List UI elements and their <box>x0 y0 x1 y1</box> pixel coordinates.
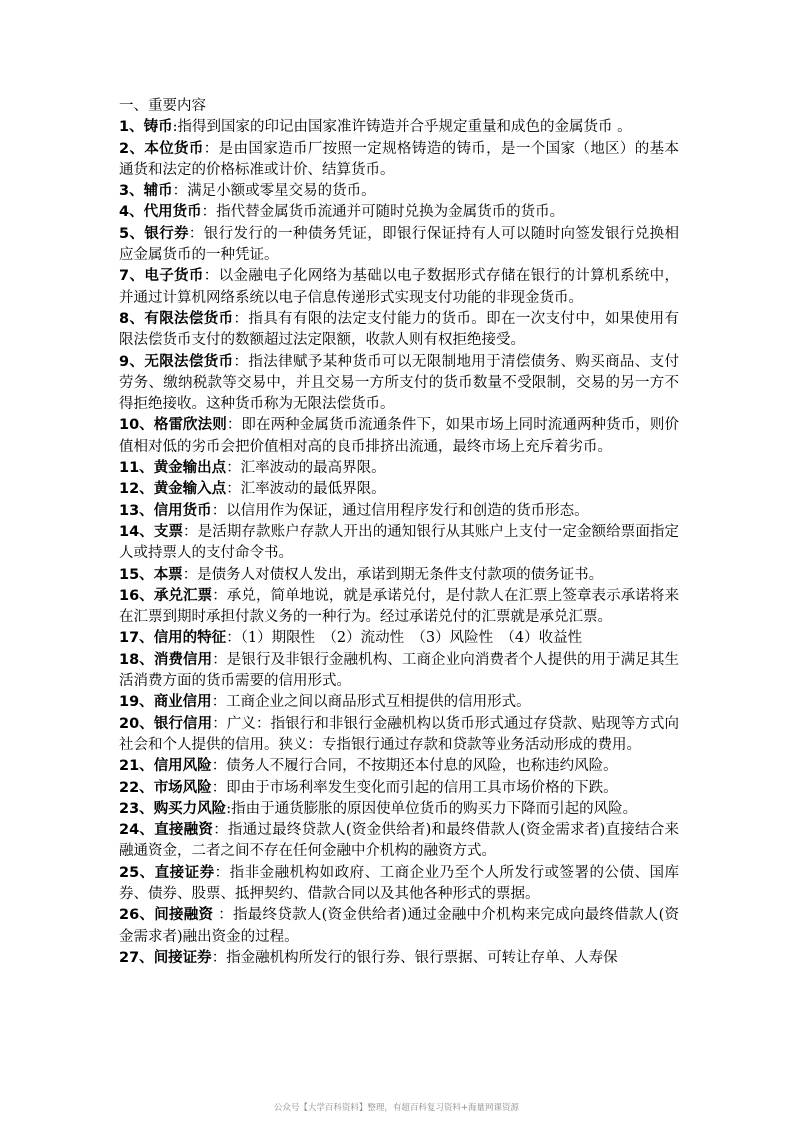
definition-item <box>119 586 679 629</box>
section-heading: 一、重要内容 <box>119 98 206 114</box>
definition-item <box>119 458 679 479</box>
definition-list <box>119 117 679 969</box>
item-definition: ：是活期存款账户存款人开出的通知银行从其账户上支付一定金额给票面指定人或持票人的支付命令书。 <box>119 523 679 562</box>
item-term: 购买力风险 <box>153 800 227 817</box>
item-number: 12、 <box>119 481 154 498</box>
item-number: 26、 <box>119 907 155 924</box>
item-number: 24、 <box>119 822 155 839</box>
definition-item <box>119 905 679 948</box>
item-number: 5、 <box>119 225 145 242</box>
item-term: 消费信用 <box>153 651 213 668</box>
item-definition: ：承兑，简单地说，就是承诺兑付，是付款人在汇票上签章表示承诺将来在汇票到期时承担付款义务的一种行为。经过承诺兑付的汇票就是承兑汇票。 <box>119 587 679 626</box>
definition-item <box>119 224 679 267</box>
definition-item <box>119 799 679 820</box>
item-number: 19、 <box>119 694 154 711</box>
item-term: 直接证券 <box>154 864 215 881</box>
definition-item <box>119 415 679 458</box>
item-number: 9、 <box>119 353 145 370</box>
item-term: 信用风险 <box>153 758 212 775</box>
item-term: 承兑汇票 <box>153 587 213 604</box>
item-term: 电子货币 <box>144 268 204 285</box>
definition-item <box>119 479 679 500</box>
item-definition: ：即在两种金属货币流通条件下，如果市场上同时流通两种货币，则价值相对低的劣币会把价值相对高的良币排挤出流通，最终市场上充斥着劣币。 <box>119 417 679 455</box>
definition-item <box>119 266 679 309</box>
item-definition: ：即由于市场利率发生变化而引起的信用工具市场价格的下跌。 <box>211 779 618 796</box>
item-term: 银行券 <box>144 225 189 242</box>
item-definition: ：是由国家造币厂按照一定规格铸造的铸币，是一个国家（地区）的基本通货和法定的价格标准或计价、结算货币。 <box>119 140 680 178</box>
definition-item <box>119 863 679 906</box>
item-definition: ：指金融机构所发行的银行券、银行票据、可转让存单、人寿保 <box>211 949 618 966</box>
definition-item <box>119 139 679 182</box>
item-definition: :指得到国家的印记由国家准许铸造并合乎规定重量和成色的金属货币 。 <box>172 119 632 136</box>
item-definition: :指由于通货膨胀的原因使单位货币的购买力下降而引起的风险。 <box>226 800 638 817</box>
item-term: 信用的特征 <box>153 630 227 647</box>
item-number: 20、 <box>119 715 154 732</box>
item-term: 辅币 <box>143 183 173 200</box>
item-number: 3、 <box>119 183 144 200</box>
definition-item <box>119 202 679 223</box>
definition-item <box>119 756 679 777</box>
item-definition: ：是银行及非银行金融机构、工商企业向消费者个人提供的用于满足其生活消费方面的货币需要的信用形式。 <box>119 651 679 690</box>
definition-item <box>119 820 679 863</box>
item-definition: ：汇率波动的最高界限。 <box>226 460 386 477</box>
item-definition: ：指非金融机构如政府、工商企业乃至个人所发行或签署的公债、国库券、债券、股票、抵押契约、借款合同以及其他各种形式的票据。 <box>119 864 679 902</box>
definition-item <box>119 692 679 713</box>
item-number: 21、 <box>119 758 154 775</box>
item-term: 银行信用 <box>153 715 213 732</box>
item-definition: ：广义：指银行和非银行金融机构以货币形式通过存贷款、贴现等方式向社会和个人提供的信用。狭义：专指银行通过存款和贷款等业务活动形成的费用。 <box>119 715 679 753</box>
item-definition: ：是债务人对债权人发出，承诺到期无条件支付款项的债务证书。 <box>182 566 604 583</box>
definition-item <box>119 117 679 138</box>
item-number: 8、 <box>119 310 145 327</box>
item-term: 支票 <box>153 523 184 540</box>
item-definition: ：指具有有限的法定支付能力的货币。即在一次支付中，如果使用有限法偿货币支付的数额超过法定限额，收款人则有权拒绝接受。 <box>119 310 680 349</box>
item-number: 23、 <box>119 800 154 817</box>
definition-item <box>119 352 679 416</box>
item-number: 18、 <box>119 651 154 668</box>
item-number: 15、 <box>119 566 154 583</box>
definition-item <box>119 650 679 693</box>
item-term: 本票 <box>153 566 183 583</box>
item-definition: ：以金融电子化网络为基础以电子数据形式存储在银行的计算机系统中，并通过计算机网络系统以电子信息传递形式实现支付功能的非现金货币。 <box>119 268 680 306</box>
item-definition: ：债务人不履行合同，不按期还本付息的风险，也称违约风险。 <box>211 758 618 775</box>
item-number: 14、 <box>119 523 154 540</box>
item-term: 有限法偿货币 <box>144 310 234 327</box>
item-term: 商业信用 <box>153 694 212 711</box>
item-definition: ：指代替金属货币流通并可随时兑换为金属货币的货币。 <box>201 204 565 221</box>
item-number: 1、 <box>119 119 144 136</box>
item-number: 17、 <box>119 630 154 647</box>
item-number: 13、 <box>119 502 154 519</box>
item-definition: ：汇率波动的最低界限。 <box>226 481 386 498</box>
item-definition: ：工商企业之间以商品形式互相提供的信用形式。 <box>211 694 531 711</box>
item-definition: ：银行发行的一种债务凭证，即银行保证持有人可以随时向签发银行兑换相应金属货币的一种凭证。 <box>119 225 680 264</box>
item-term: 间接证券 <box>153 949 212 966</box>
item-definition: ：（1）期限性 （2）流动性 （3）风险性 （4）收益性 <box>226 630 583 647</box>
item-term: 间接融资 <box>154 907 214 924</box>
definition-item <box>119 501 679 522</box>
definition-item <box>119 628 679 649</box>
item-number: 27、 <box>119 949 154 966</box>
item-term: 黄金输入点 <box>153 481 227 498</box>
item-definition: ：以信用作为保证，通过信用程序发行和创造的货币形态。 <box>211 502 589 519</box>
item-number: 16、 <box>119 587 154 604</box>
item-definition: ：指最终贷款人(资金供给者)通过金融中介机构来完成向最终借款人(资金需求者)融出资金的过程。 <box>119 907 680 945</box>
item-definition: ：指通过最终贷款人(资金供给者)和最终借款人(资金需求者)直接结合来融通资金，二者之间不存在任何金融中介机构的融资方式。 <box>119 822 679 860</box>
item-definition: ：指法律赋予某种货币可以无限制地用于清偿债务、购买商品、支付劳务、缴纳税款等交易中，并且交易一方所支付的货币数量不受限制，交易的另一方不得拒绝接收。这种货币称为无限法偿货币。 <box>119 353 680 413</box>
item-term: 直接融资 <box>154 822 214 839</box>
item-term: 铸币 <box>143 119 173 136</box>
item-term: 市场风险 <box>153 779 212 796</box>
item-term: 格雷欣法则 <box>153 417 227 434</box>
item-number: 2、 <box>119 140 145 157</box>
item-number: 10、 <box>119 417 154 434</box>
item-number: 22、 <box>119 779 154 796</box>
definition-item <box>119 565 679 586</box>
definition-item <box>119 948 679 969</box>
item-number: 4、 <box>119 204 144 221</box>
document-body <box>119 96 679 969</box>
page-footer: 公众号【大学百科资料】整理，有超百科复习资料+海量网课资源 <box>273 1103 520 1113</box>
definition-item <box>119 181 679 202</box>
item-number: 11、 <box>119 460 154 477</box>
item-term: 信用货币 <box>153 502 212 519</box>
item-term: 代用货币 <box>143 204 202 221</box>
item-number: 25、 <box>119 864 155 881</box>
definition-item <box>119 309 679 352</box>
item-term: 黄金输出点 <box>153 460 227 477</box>
item-definition: ：满足小额或零星交易的货币。 <box>172 183 376 200</box>
definition-item <box>119 778 679 799</box>
item-term: 无限法偿货币 <box>144 353 234 370</box>
item-number: 7、 <box>119 268 145 285</box>
item-term: 本位货币 <box>144 140 204 157</box>
definition-item <box>119 522 679 565</box>
definition-item <box>119 714 679 757</box>
